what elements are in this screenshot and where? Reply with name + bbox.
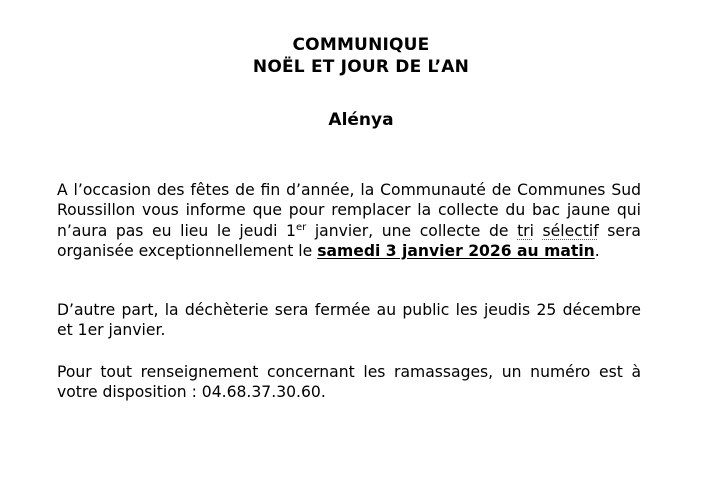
- paragraph-text: janvier, une collecte de: [306, 221, 518, 240]
- paragraph-collection-notice: [57, 180, 641, 261]
- paragraph-text: .: [594, 241, 600, 260]
- spellcheck-word-tri: tri: [517, 221, 534, 240]
- spellcheck-word-selectif: sélectif: [542, 221, 599, 240]
- emphasized-date: samedi 3 janvier 2026 au matin: [317, 241, 595, 260]
- superscript-er: er: [295, 221, 307, 233]
- document-title: COMMUNIQUE: [292, 35, 430, 55]
- town-name: Alénya: [328, 110, 394, 130]
- paragraph-contact-info: Pour tout renseignement concernant les ramassages, un numéro est à votre disposition : 04.68.37.30.60.: [57, 363, 641, 402]
- paragraph-text: A l’occasion des fêtes de fin d’année, la Communauté de Communes Sud Roussillon vous informe que pour remplacer la collecte du bac jaune qui n’aura pas eu lieu le jeudi 1: [57, 181, 641, 240]
- paragraph-dechetterie-closure: D’autre part, la déchèterie sera fermée au public les jeudis 25 décembre et 1er janvier.: [57, 301, 641, 340]
- paragraph-text: sera organisée exceptionnellement le: [57, 221, 641, 260]
- document-subtitle: NOËL ET JOUR DE L’AN: [252, 57, 470, 77]
